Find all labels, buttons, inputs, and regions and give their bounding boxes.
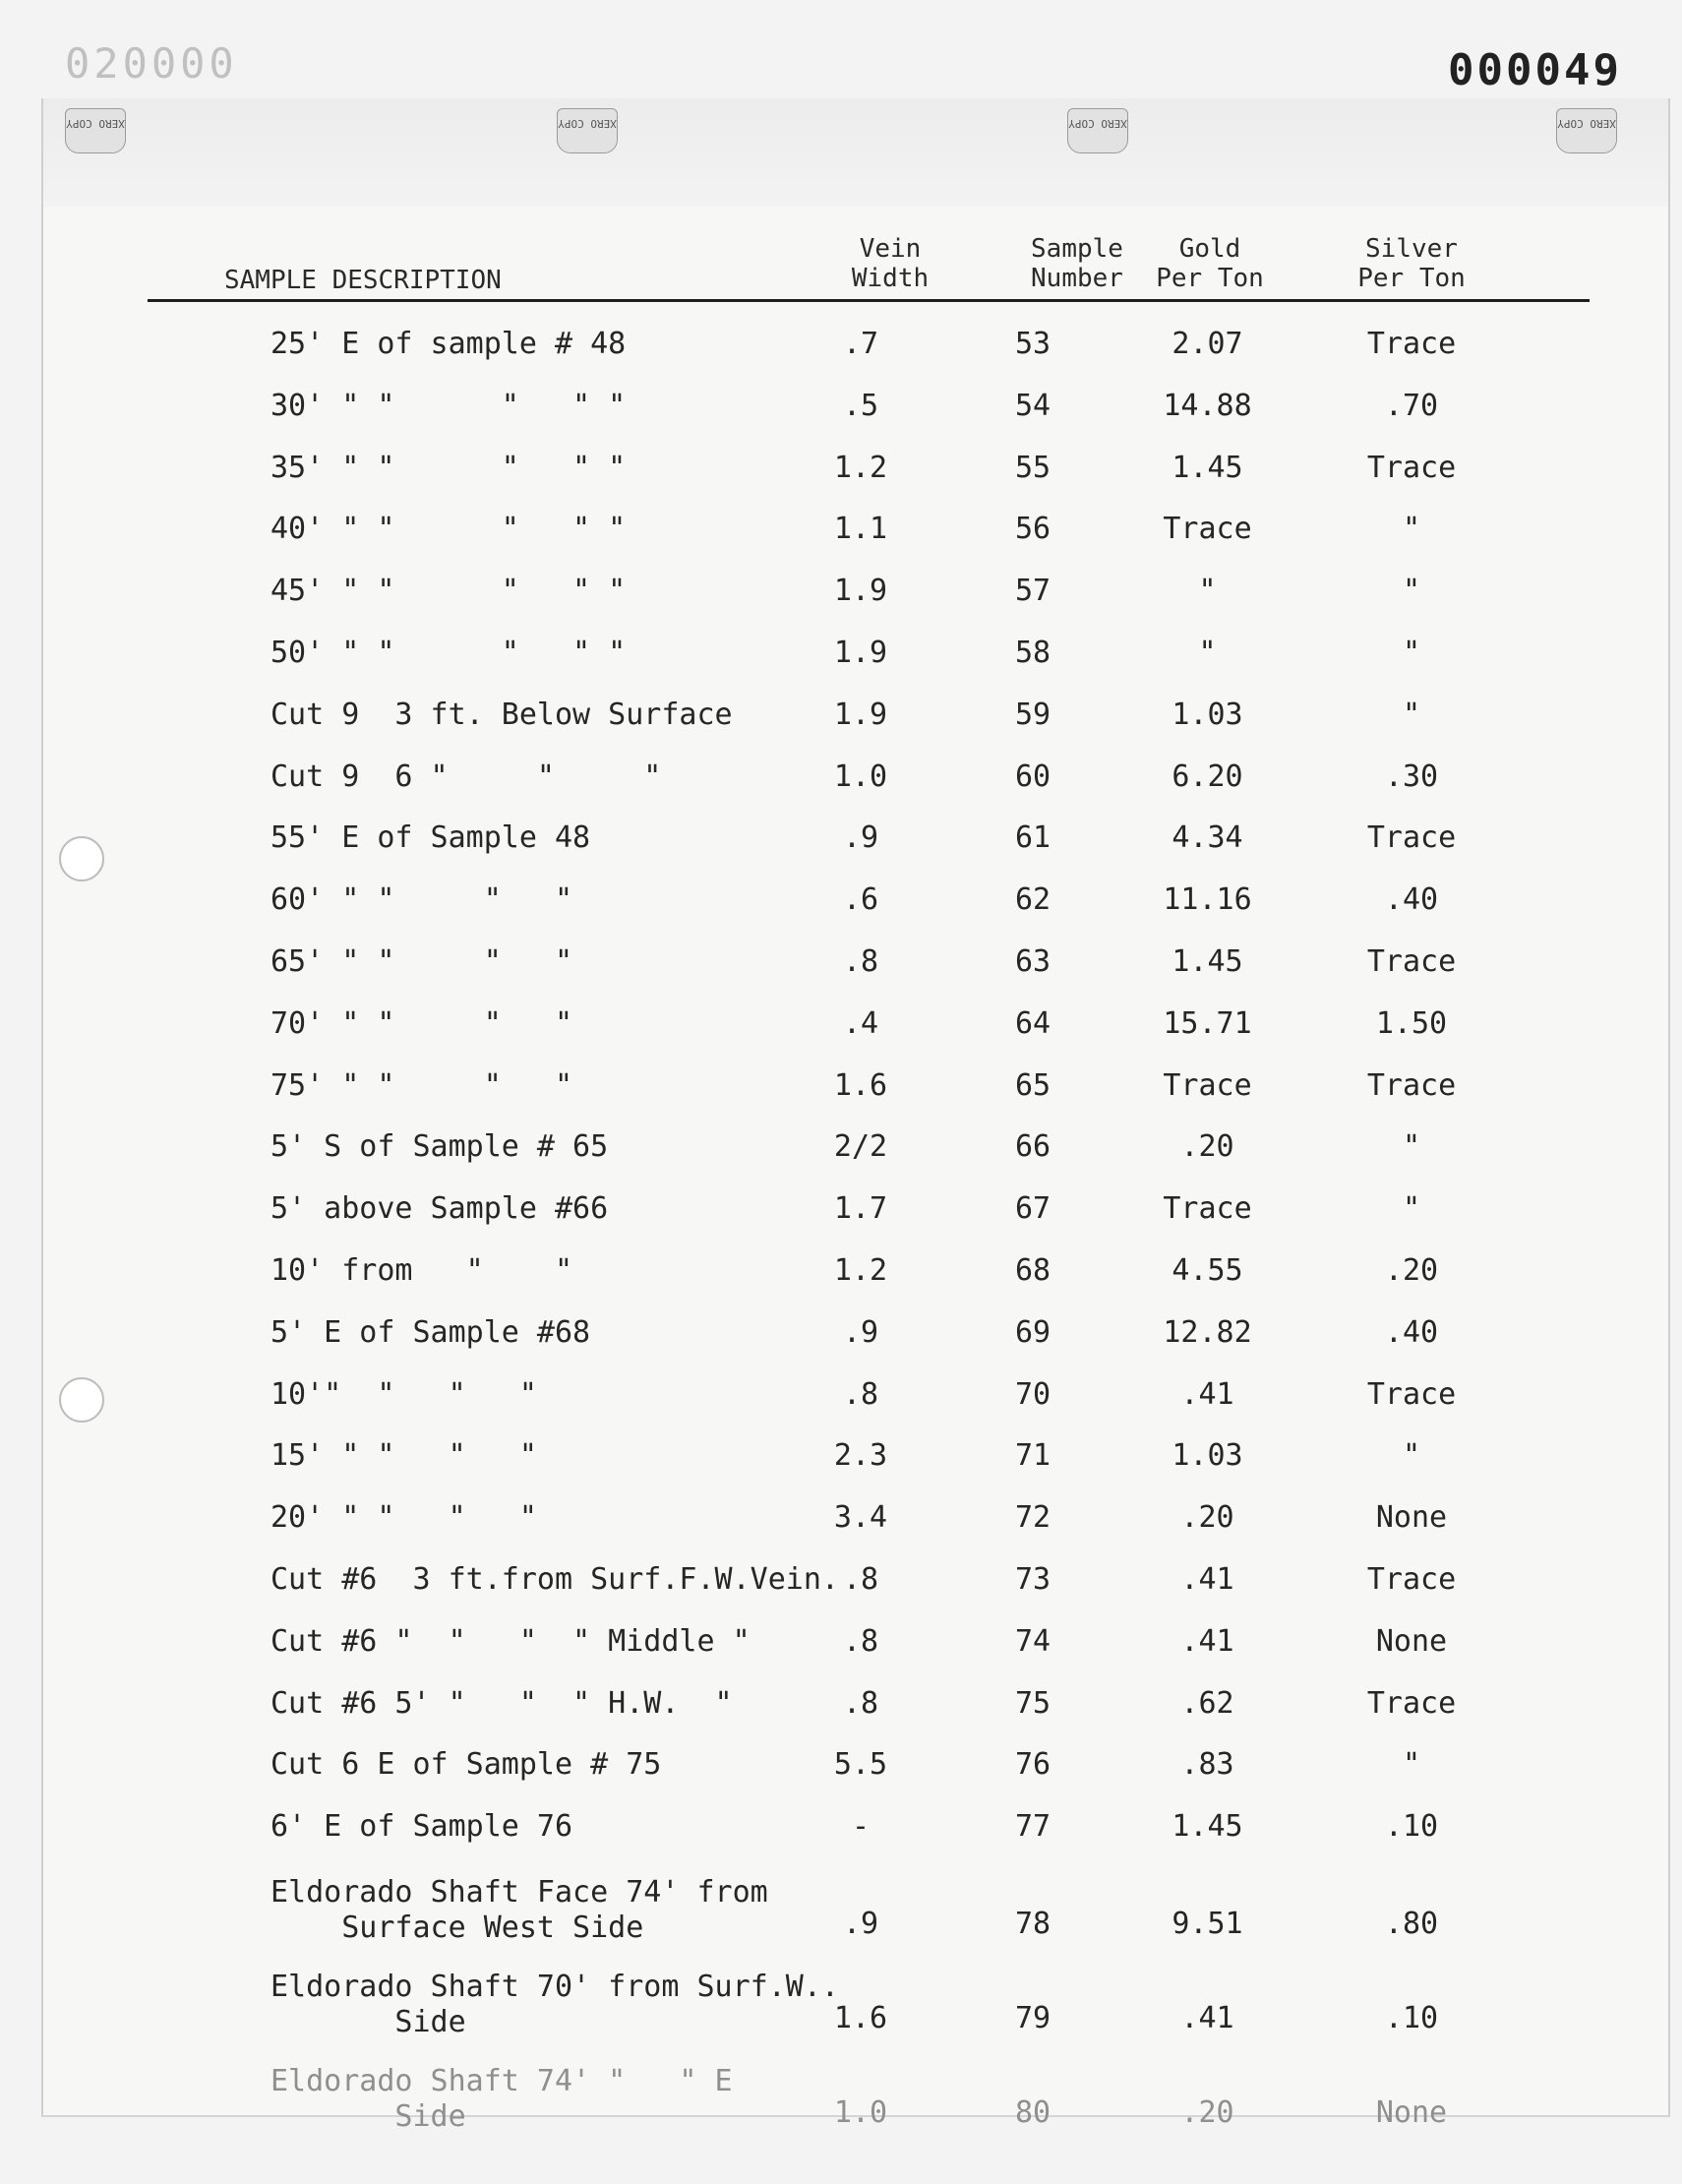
gold-per-ton-cell: .62	[1180, 1685, 1234, 1721]
silver-per-ton-cell: .30	[1384, 758, 1439, 794]
gold-per-ton-cell: Trace	[1163, 1067, 1252, 1103]
silver-per-ton-cell: Trace	[1366, 820, 1457, 856]
table-row	[0, 1970, 1682, 2040]
table-row	[0, 820, 1682, 860]
silver-per-ton-cell: .10	[1384, 1809, 1439, 1845]
silver-per-ton-cell: Trace	[1366, 944, 1457, 979]
silver-per-ton-cell: "	[1402, 697, 1421, 732]
sample-description-cell: 20' " " " "	[270, 1500, 537, 1536]
silver-per-ton-cell: "	[1402, 1747, 1421, 1783]
sample-number-cell: 66	[1014, 1129, 1051, 1165]
gold-per-ton-cell: 11.16	[1163, 882, 1252, 918]
silver-per-ton-cell: .70	[1384, 388, 1439, 423]
sample-description-cell: 10'" " " "	[270, 1376, 537, 1412]
gold-per-ton-cell: 14.88	[1163, 388, 1252, 423]
silver-per-ton-cell: Trace	[1366, 327, 1457, 361]
header-sample-description: SAMPLE DESCRIPTION	[224, 266, 502, 295]
sample-description-cell: Cut #6 3 ft.from Surf.F.W.Vein.	[270, 1562, 839, 1597]
vein-width-cell: 3.4	[833, 1500, 888, 1536]
silver-per-ton-cell: "	[1402, 574, 1421, 609]
gold-per-ton-cell: "	[1198, 574, 1217, 609]
sample-description-cell: Cut 6 E of Sample # 75	[270, 1747, 662, 1783]
silver-per-ton-cell: 1.50	[1375, 1005, 1448, 1041]
gold-per-ton-cell: 15.71	[1163, 1005, 1252, 1041]
table-row	[0, 944, 1682, 984]
table-row	[0, 1253, 1682, 1293]
sample-description-cell: 25' E of sample # 48	[270, 327, 627, 361]
sample-description-cell: 15' " " " "	[270, 1438, 537, 1474]
sample-number-cell: 62	[1014, 882, 1051, 918]
header-gold-per-ton: Gold Per Ton	[1156, 234, 1264, 293]
sample-number-cell: 80	[1014, 2095, 1051, 2130]
table-row	[0, 1747, 1682, 1787]
page-top-band	[43, 98, 1668, 207]
table-row	[0, 1315, 1682, 1355]
sample-description-cell: 6' E of Sample 76	[270, 1809, 573, 1845]
sample-number-cell: 63	[1014, 944, 1051, 979]
description-line: Side	[270, 2099, 466, 2134]
vein-width-cell: .8	[842, 1562, 879, 1597]
sample-number-cell: 73	[1014, 1562, 1051, 1597]
gold-per-ton-cell: .20	[1180, 2095, 1234, 2130]
sample-number-cell: 67	[1014, 1191, 1051, 1227]
table-row	[0, 1624, 1682, 1664]
sample-number-cell: 60	[1014, 758, 1051, 794]
vein-width-cell: .9	[842, 1907, 879, 1941]
silver-per-ton-cell: Trace	[1366, 450, 1457, 485]
sample-number-cell: 65	[1014, 1067, 1051, 1103]
table-row	[0, 574, 1682, 613]
gold-per-ton-cell: 1.03	[1171, 1438, 1243, 1474]
binder-clip-tab: XERO COPY	[1067, 108, 1128, 153]
sample-number-cell: 59	[1014, 697, 1051, 732]
page-stamp-number: 000049	[1448, 45, 1622, 95]
sample-description-cell: 75' " " " "	[270, 1067, 573, 1103]
vein-width-cell: 5.5	[833, 1747, 888, 1783]
silver-per-ton-cell: None	[1375, 2095, 1448, 2130]
gold-per-ton-cell: 9.51	[1171, 1907, 1243, 1941]
gold-per-ton-cell: .20	[1180, 1500, 1234, 1536]
table-row	[0, 1068, 1682, 1108]
vein-width-cell: 2.3	[833, 1438, 888, 1474]
sample-description-cell: 35' " " " " "	[270, 450, 627, 485]
sample-number-cell: 58	[1014, 636, 1051, 670]
sample-description-cell: 30' " " " " "	[270, 388, 627, 423]
vein-width-cell: 1.6	[833, 1067, 888, 1103]
sample-description-cell: Cut #6 " " " " Middle "	[270, 1623, 751, 1659]
sample-description-cell: 5' E of Sample #68	[270, 1314, 591, 1350]
gold-per-ton-cell: 4.34	[1171, 820, 1243, 856]
sample-number-cell: 55	[1014, 450, 1051, 485]
sample-description-cell: 70' " " " "	[270, 1005, 573, 1041]
table-row	[0, 512, 1682, 551]
silver-per-ton-cell: "	[1402, 636, 1421, 670]
table-row	[0, 1875, 1682, 1946]
silver-per-ton-cell: .20	[1384, 1253, 1439, 1288]
sample-number-cell: 79	[1014, 2001, 1051, 2035]
binder-clip-tab: XERO COPY	[1556, 108, 1617, 153]
sample-number-cell: 74	[1014, 1623, 1051, 1659]
sample-number-cell: 77	[1014, 1809, 1051, 1845]
gold-per-ton-cell: .20	[1180, 1129, 1234, 1165]
silver-per-ton-cell: Trace	[1366, 1067, 1457, 1103]
table-header	[0, 226, 1682, 305]
sample-description-cell: 60' " " " "	[270, 882, 573, 918]
vein-width-cell: 1.9	[833, 697, 888, 732]
table-row	[0, 1377, 1682, 1417]
gold-per-ton-cell: .41	[1180, 1376, 1234, 1412]
sample-description-cell: 40' " " " " "	[270, 512, 627, 547]
sample-number-cell: 72	[1014, 1500, 1051, 1536]
table-row	[0, 327, 1682, 366]
gold-per-ton-cell: 1.45	[1171, 450, 1243, 485]
vein-width-cell: .7	[842, 327, 879, 361]
binder-clip-tab: XERO COPY	[557, 108, 618, 153]
table-row	[0, 1006, 1682, 1046]
sample-number-cell: 53	[1014, 327, 1051, 361]
sample-description-cell: 65' " " " "	[270, 944, 573, 979]
sample-number-cell: 78	[1014, 1907, 1051, 1941]
silver-per-ton-cell: .80	[1384, 1907, 1439, 1941]
sample-description-cell: 55' E of Sample 48	[270, 820, 591, 856]
sample-number-cell: 69	[1014, 1314, 1051, 1350]
vein-width-cell: 2/2	[833, 1129, 888, 1165]
gold-per-ton-cell: "	[1198, 636, 1217, 670]
gold-per-ton-cell: Trace	[1163, 1191, 1252, 1227]
vein-width-cell: .4	[842, 1005, 879, 1041]
gold-per-ton-cell: .41	[1180, 1623, 1234, 1659]
sample-number-cell: 76	[1014, 1747, 1051, 1783]
vein-width-cell: .8	[842, 1376, 879, 1412]
silver-per-ton-cell: "	[1402, 1191, 1421, 1227]
silver-per-ton-cell: Trace	[1366, 1376, 1457, 1412]
sample-description-cell: 50' " " " " "	[270, 636, 627, 670]
sample-number-cell: 57	[1014, 574, 1051, 609]
table-row	[0, 389, 1682, 428]
gold-per-ton-cell: 1.45	[1171, 1809, 1243, 1845]
gold-per-ton-cell: .41	[1180, 2001, 1234, 2035]
vein-width-cell: .8	[842, 1685, 879, 1721]
table-row	[0, 451, 1682, 490]
vein-width-cell: .6	[842, 882, 879, 918]
gold-per-ton-cell: 2.07	[1171, 327, 1243, 361]
description-line: Eldorado Shaft 74' " " E	[270, 2064, 733, 2098]
table-row	[0, 1129, 1682, 1169]
silver-per-ton-cell: "	[1402, 1129, 1421, 1165]
table-row	[0, 636, 1682, 675]
binder-clip-tab: XERO COPY	[65, 108, 126, 153]
silver-per-ton-cell: "	[1402, 512, 1421, 547]
gold-per-ton-cell: .83	[1180, 1747, 1234, 1783]
header-sample-number: Sample Number	[1031, 234, 1123, 293]
sample-number-cell: 75	[1014, 1685, 1051, 1721]
vein-width-cell: .5	[842, 388, 879, 423]
vein-width-cell: 1.1	[833, 512, 888, 547]
sample-number-cell: 56	[1014, 512, 1051, 547]
sample-number-cell: 54	[1014, 388, 1051, 423]
vein-width-cell: .8	[842, 1623, 879, 1659]
header-vein-width: Vein Width	[851, 234, 930, 293]
gold-per-ton-cell: .41	[1180, 1562, 1234, 1597]
sample-number-cell: 64	[1014, 1005, 1051, 1041]
table-row	[0, 1809, 1682, 1849]
table-row	[0, 1500, 1682, 1540]
table-row	[0, 1438, 1682, 1478]
sample-description-cell: 5' S of Sample # 65	[270, 1129, 609, 1165]
sample-description-cell: Cut #6 5' " " " H.W. "	[270, 1685, 733, 1721]
gold-per-ton-cell: 1.03	[1171, 697, 1243, 732]
description-line: Eldorado Shaft Face 74' from	[270, 1875, 768, 1910]
description-line: Side	[270, 2005, 466, 2039]
faint-stamp-number: 020000	[65, 39, 238, 88]
sample-number-cell: 61	[1014, 820, 1051, 856]
silver-per-ton-cell: .40	[1384, 1314, 1439, 1350]
vein-width-cell: 1.2	[833, 1253, 888, 1288]
gold-per-ton-cell: 6.20	[1171, 758, 1243, 794]
sample-description-cell: Cut 9 6 " " "	[270, 758, 662, 794]
sample-number-cell: 70	[1014, 1376, 1051, 1412]
silver-per-ton-cell: Trace	[1366, 1562, 1457, 1597]
sample-number-cell: 71	[1014, 1438, 1051, 1474]
vein-width-cell: .8	[842, 944, 879, 979]
silver-per-ton-cell: .10	[1384, 2001, 1439, 2035]
sample-description-cell	[270, 1970, 839, 2040]
sample-number-cell: 68	[1014, 1253, 1051, 1288]
sample-description-cell: 5' above Sample #66	[270, 1191, 609, 1227]
sample-description-cell: 10' from " "	[270, 1253, 573, 1288]
silver-per-ton-cell: None	[1375, 1500, 1448, 1536]
vein-width-cell: 1.7	[833, 1191, 888, 1227]
gold-per-ton-cell: Trace	[1163, 512, 1252, 547]
gold-per-ton-cell: 1.45	[1171, 944, 1243, 979]
gold-per-ton-cell: 4.55	[1171, 1253, 1243, 1288]
table-row	[0, 1191, 1682, 1231]
table-row	[0, 1686, 1682, 1726]
silver-per-ton-cell: Trace	[1366, 1685, 1457, 1721]
vein-width-cell: -	[851, 1809, 871, 1845]
silver-per-ton-cell: None	[1375, 1623, 1448, 1659]
silver-per-ton-cell: "	[1402, 1438, 1421, 1474]
gold-per-ton-cell: 12.82	[1163, 1314, 1252, 1350]
header-rule	[148, 299, 1590, 302]
vein-width-cell: 1.0	[833, 2095, 888, 2130]
vein-width-cell: 1.9	[833, 636, 888, 670]
sample-description-cell	[270, 1875, 768, 1946]
sample-description-cell	[270, 2064, 733, 2135]
table-row	[0, 2064, 1682, 2135]
vein-width-cell: .9	[842, 820, 879, 856]
vein-width-cell: 1.0	[833, 758, 888, 794]
vein-width-cell: .9	[842, 1314, 879, 1350]
table-row	[0, 1562, 1682, 1602]
description-line: Eldorado Shaft 70' from Surf.W..	[270, 1970, 839, 2004]
sample-description-cell: 45' " " " " "	[270, 574, 627, 609]
table-row	[0, 698, 1682, 737]
silver-per-ton-cell: .40	[1384, 882, 1439, 918]
table-row	[0, 759, 1682, 799]
header-silver-per-ton: Silver Per Ton	[1357, 234, 1466, 293]
vein-width-cell: 1.9	[833, 574, 888, 609]
vein-width-cell: 1.6	[833, 2001, 888, 2035]
description-line: Surface West Side	[270, 1911, 644, 1945]
table-row	[0, 882, 1682, 922]
vein-width-cell: 1.2	[833, 450, 888, 485]
sample-description-cell: Cut 9 3 ft. Below Surface	[270, 697, 733, 732]
